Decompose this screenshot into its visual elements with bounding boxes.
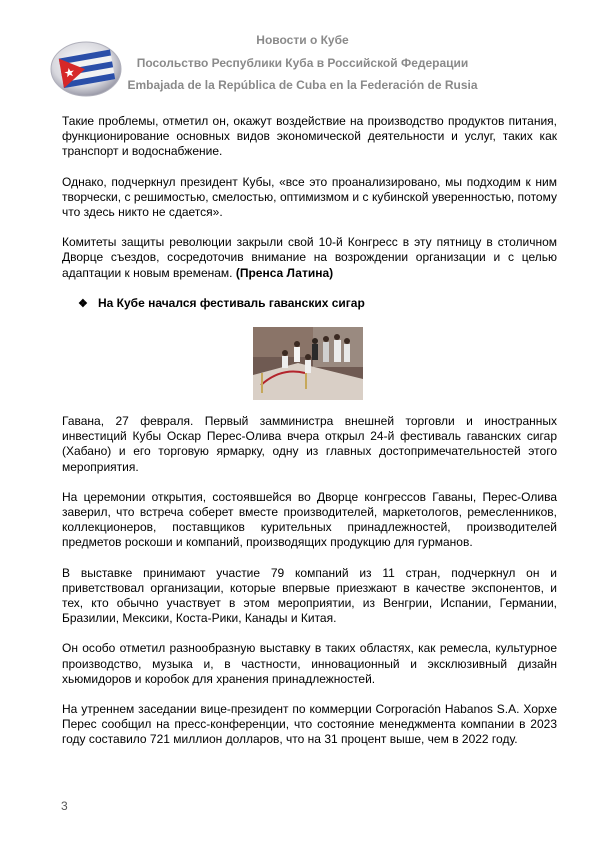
article-continuation: [62, 114, 557, 281]
article-body: [62, 414, 557, 748]
paragraph: Гавана, 27 февраля. Первый замминистра внешней торговли и иностранных инвестиций Кубы Оскар Перес-Олива вчера открыл 24-й фестиваль гаванских сигар (Хабано) и его торговую ярмарку, одну из главных достопримечательностей этого мероприятия.: [62, 414, 557, 474]
header-embassy-es: Embajada de la República de Cuba en la Federación de Rusia: [127, 78, 478, 92]
paragraph-text: Комитеты защиты революции закрыли свой 10-й Конгресс в эту пятницу в столичном Дворце съездов, сосредоточив внимание на возрождении организации и с целью адаптации к новым временам.: [62, 235, 557, 280]
paragraph: На утреннем заседании вице-президент по коммерции Corporación Habanos S.A. Хорхе Перес сообщил на пресс-конференции, что состояние менеджмента компании в 2023 году составило 721 миллион долларов, что на 31 процент выше, чем в 2022 году.: [62, 702, 557, 747]
article-title: На Кубе начался фестиваль гаванских сигар: [98, 296, 365, 310]
paragraph: Он особо отметил разнообразную выставку в таких областях, как ремесла, культурное производство, музыка и, в частности, инновационный и эксклюзивный дизайн хьюмидоров и коробок для хранения принадлежностей.: [62, 641, 557, 686]
paragraph: Однако, подчеркнул президент Кубы, «все это проанализировано, мы подходим к ним творчески, с решимостью, смелостью, оптимизмом и с кубинской уверенностью, потому что здесь никто не сдается».: [62, 174, 557, 220]
paragraph: В выставке принимают участие 79 компаний из 11 стран, подчеркнул он и приветствовал организации, которые впервые приезжают в качестве экспонентов, и тех, кто обычно участвует в этом мероприятии, из Венгрии, Испании, Германии, Бразилии, Мексики, Коста-Рики, Канады и Китая.: [62, 565, 557, 626]
source-credit: (Пренса Латина): [235, 265, 334, 280]
header-title: Новости о Кубе: [256, 33, 349, 47]
festival-photo: [253, 327, 363, 400]
article-heading: [78, 296, 365, 310]
paragraph: [62, 235, 557, 281]
header-embassy-ru: Посольство Республики Куба в Российской Федерации: [136, 56, 469, 70]
paragraph: Такие проблемы, отметил он, окажут воздействие на производство продуктов питания, функционирование основных видов экономической деятельности и услуг, таких как транспорт и водоснабжение.: [62, 114, 557, 159]
paragraph: На церемонии открытия, состоявшейся во Дворце конгрессов Гаваны, Перес-Олива заверил, что встреча соберет вместе производителей, маркетологов, ремесленников, коллекционеров, поставщиков курительных принадлежностей, производителей предметов роскоши и компаний, производящих продукцию для гурманов.: [62, 489, 557, 550]
diamond-bullet-icon: ❖: [78, 297, 88, 310]
document-header: [0, 0, 605, 110]
page-number: 3: [61, 799, 68, 813]
